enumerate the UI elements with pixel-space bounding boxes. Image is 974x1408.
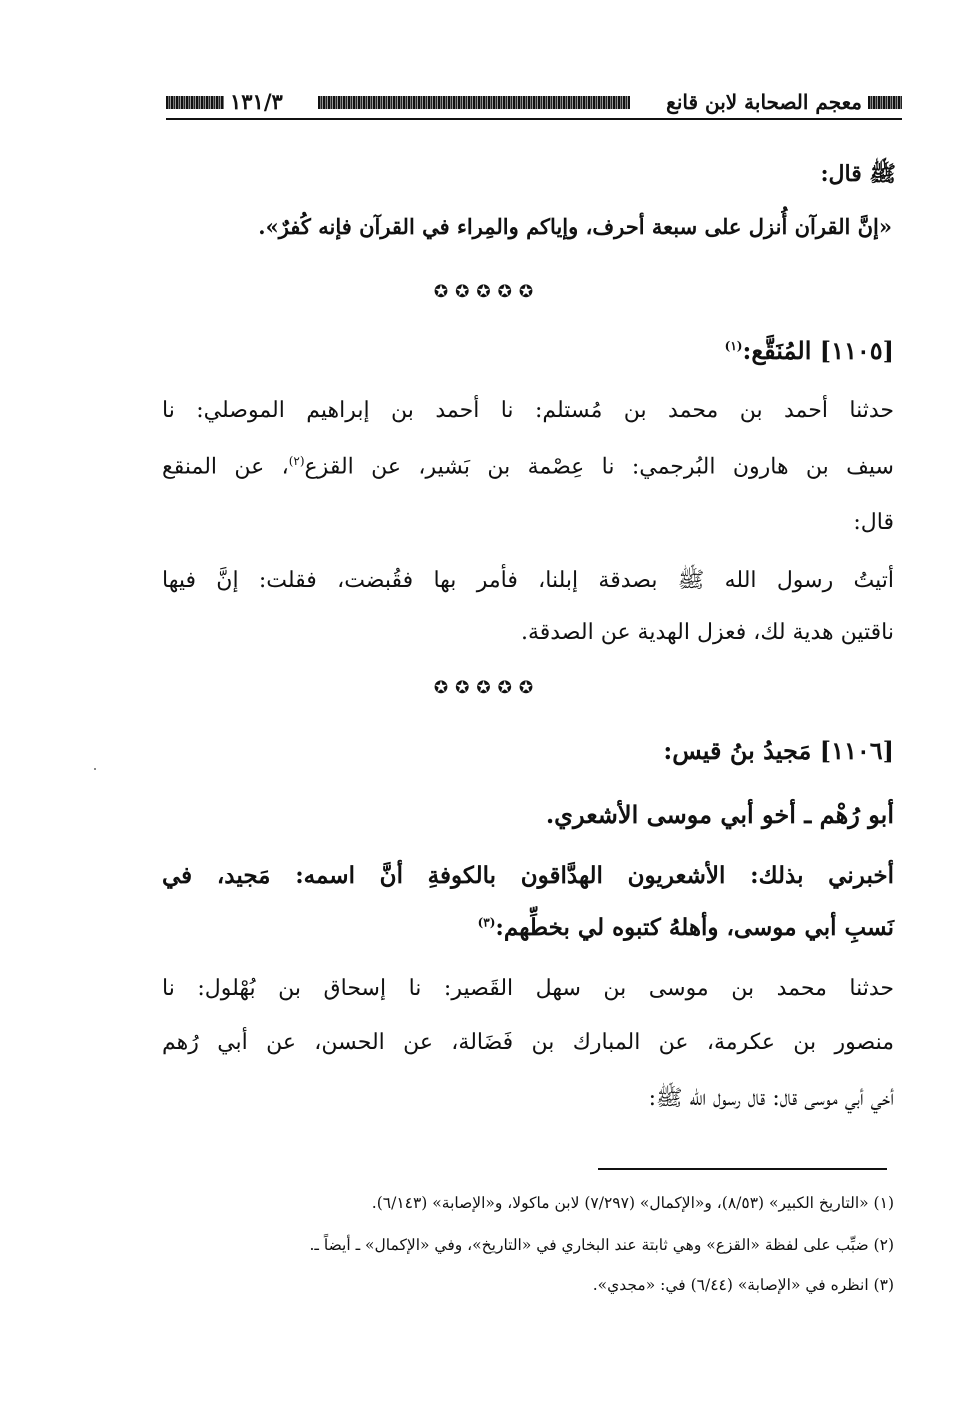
header-ornament <box>868 96 902 109</box>
footnote: (٢) ضبِّب على لفظة «القزع» وهي ثابتة عند البخاري في «التاريخ»، وفي «الإكمال» ـ أيضاً ـ. <box>309 1236 894 1254</box>
scan-speck <box>94 768 96 770</box>
section-separator: ✪✪✪✪✪ <box>433 678 541 698</box>
text-line: أخي أبي موسى قال: قال رسول الله ﷺ: <box>648 1086 894 1111</box>
text-line: ناقتين هدية لك، فعزل الهدية عن الصدقة. <box>520 620 894 645</box>
text-line: أتيتُ رسول الله ﷺ بصدقة إبلنا، فأمر بها فقُبضت، فقلت: إنَّ فيها <box>162 568 894 593</box>
footnote-ref: (١) <box>724 339 743 353</box>
section-separator: ✪✪✪✪✪ <box>433 282 541 302</box>
entry-title: [١١٠٥] المُنَقَّع: <box>742 336 894 365</box>
text-line: قال: <box>853 510 894 535</box>
footnote-ref: (٢) <box>288 454 305 468</box>
text-segment: سيف بن هارون البُرجمي: نا عِصْمة بن بَشير، عن القزع <box>304 454 894 480</box>
footnote-rule <box>598 1168 887 1170</box>
footnote-ref: (٣) <box>477 915 496 930</box>
text-line: منصور بن عكرمة، عن المبارك بن فَضَالة، عن الحسن، عن أبي رُهم <box>162 1030 894 1055</box>
entry-heading <box>725 336 894 365</box>
text-line: حدثنا محمد بن موسى بن سهل القَصير: نا إسحاق بن بُهْلول: نا <box>162 976 894 1001</box>
text-segment: نَسبِ أبي موسى، وأهلهُ كتبوه لي بخطِّهم: <box>495 914 894 941</box>
hadith-quote: «إنَّ القرآن أُنزل على سبعة أحرف، وإياكم والمِراء في القرآن فإنه كُفرٌ». <box>258 214 892 239</box>
footnote: (٣) انظره في «الإصابة» (٦/٤٤) في: «مجدي». <box>592 1276 894 1294</box>
text-line: أبو رُهْم ـ أخو أبي موسى الأشعري. <box>545 800 894 829</box>
book-title: معجم الصحابة لابن قانع <box>666 90 862 114</box>
header-ornament <box>166 96 224 109</box>
text-line <box>478 914 894 941</box>
footnote: (١) «التاريخ الكبير» (٨/٥٣)، و«الإكمال» (٧/٢٩٧) لابن ماكولا، و«الإصابة» (٦/١٤٣). <box>371 1194 894 1212</box>
entry-title: [١١٠٦] مَجيدُ بنُ قيس: <box>663 736 894 765</box>
header-ornament <box>318 96 630 109</box>
text-line: حدثنا أحمد بن محمد بن مُستلم: نا أحمد بن إبراهيم الموصلي: نا <box>162 398 894 423</box>
text-segment: ، عن المنقع <box>162 454 289 480</box>
text-line: أخبرني بذلك: الأشعريون الهدَّاقون بالكوفةِ أنَّ اسمه: مَجيد، في <box>162 862 894 889</box>
page-number: ١٣١/٣ <box>230 89 283 114</box>
text-line: ﷺ قال: <box>820 161 896 187</box>
header-rule <box>166 118 902 120</box>
text-line <box>162 454 894 479</box>
running-header <box>166 88 902 118</box>
